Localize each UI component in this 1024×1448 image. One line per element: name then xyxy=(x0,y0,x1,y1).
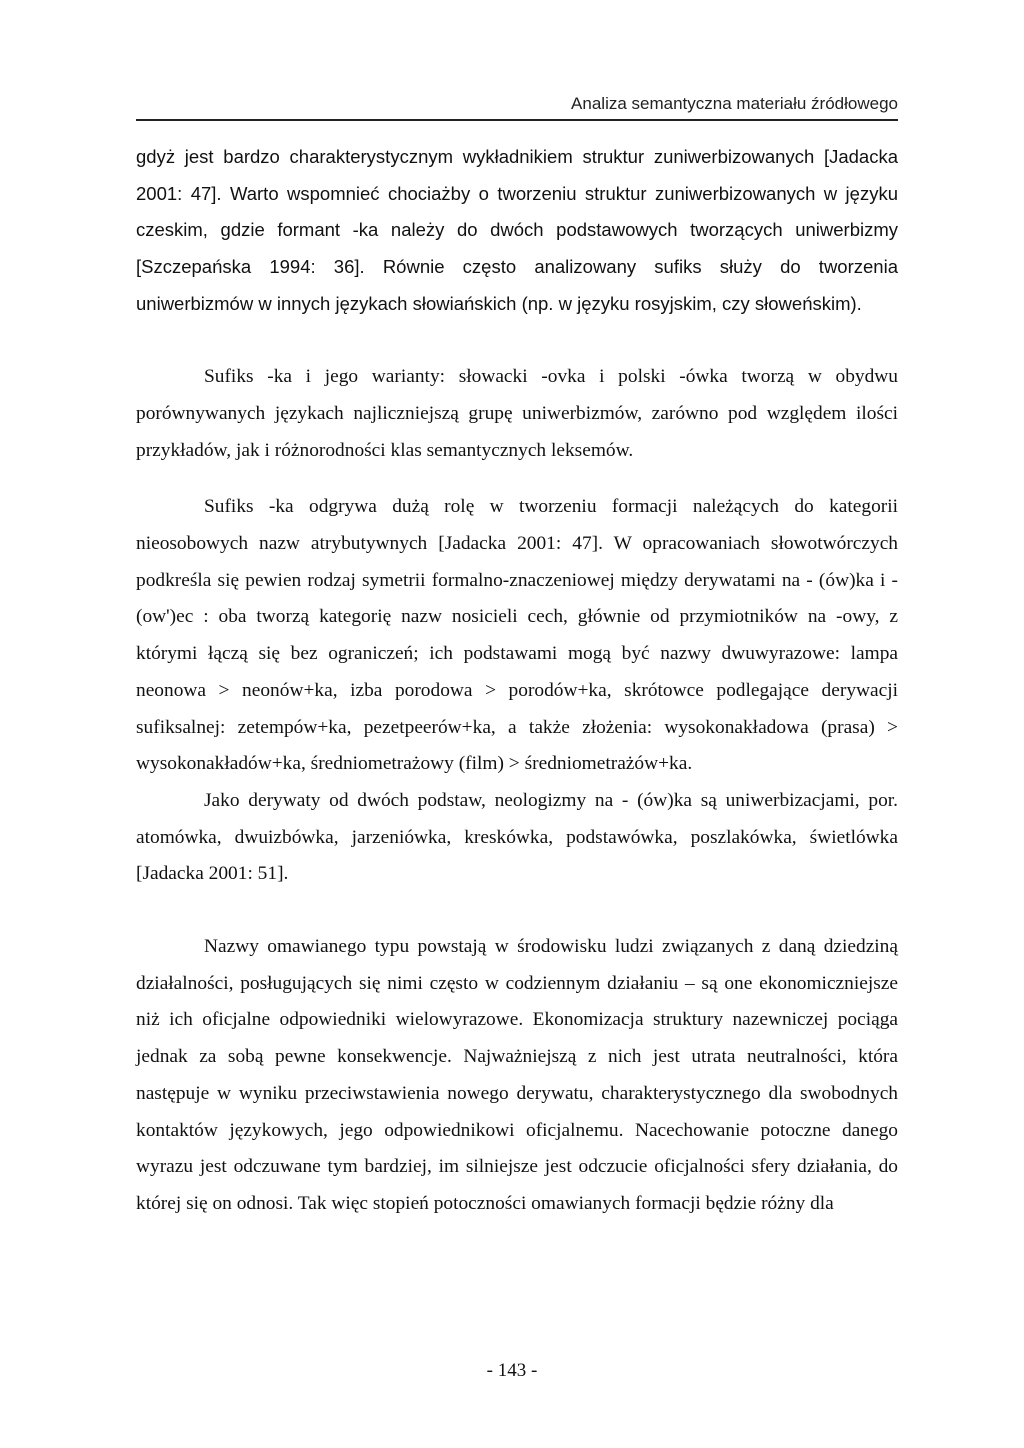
running-header: Analiza semantyczna materiału źródłowego xyxy=(571,94,898,113)
paragraph-1: gdyż jest bardzo charakterystycznym wykładnikiem struktur zuniwerbizowanych [Jadacka 2001: 47]. Warto wspomnieć chociażby o tworzeniu struktur zuniwerbizowanych w języku czeskim, gdzie formant -ka należy do dwóch podstawowych tworzących uniwerbizmy [Szczepańska 1994: 36]. Równie często analizowany sufiks służy do tworzenia uniwerbizmów w innych językach słowiańskich (np. w języku rosyjskim, czy słoweńskim). xyxy=(136,146,898,314)
body-text xyxy=(136,139,898,1223)
paragraph-4: Jako derywaty od dwóch podstaw, neologizmy na - (ów)ka są uniwerbizacjami, por. atomówka, dwuizbówka, jarzeniówka, kreskówka, podstawówka, poszlakówka, świetlówka [Jadacka 2001: 51]. xyxy=(136,789,898,885)
paragraph-2: Sufiks -ka i jego warianty: słowacki -ovka i polski -ówka tworzą w obydwu porównywanych językach najliczniejszą grupę uniwerbizmów, zarówno pod względem ilości przykładów, jak i różnorodności klas semantycznych leksemów. xyxy=(136,366,898,461)
header-rule xyxy=(136,119,898,121)
paragraph-3: Sufiks -ka odgrywa dużą rolę w tworzeniu formacji należących do kategorii nieosobowych nazw atrybutywnych [Jadacka 2001: 47]. W opracowaniach słowotwórczych podkreśla się pewien rodzaj symetrii formalno-znaczeniowej między derywatami na - (ów)ka i - (ow')ec : oba tworzą kategorię nazw nosicieli cech, głównie od przymiotników na -owy, z którymi łączą się bez ograniczeń; ich podstawami mogą być nazwy dwuwyrazowe: lampa neonowa > neonów+ka, izba porodowa > porodów+ka, skrótowce podlegające derywacji sufiksalnej: zetempów+ka, pezetpeerów+ka, a także złożenia: wysokonakładowa (prasa) > wysokonakładów+ka, średniometrażowy (film) > średniometrażów+ka. xyxy=(136,496,898,775)
page-number: - 143 - xyxy=(486,1360,538,1381)
paragraph-5: Nazwy omawianego typu powstają w środowisku ludzi związanych z daną dziedziną działalności, posługujących się nimi często w codziennym działaniu – są one ekonomiczniejsze niż ich oficjalne odpowiedniki wielowyrazowe. Ekonomizacja struktury nazewniczej pociąga jednak za sobą pewne konsekwencje. Najważniejszą z nich jest utrata neutralności, która następuje w wyniku przeciwstawienia nowego derywatu, charakterystycznego dla swobodnych kontaktów językowych, jego odpowiednikowi oficjalnemu. Nacechowanie potoczne danego wyrazu jest odczuwane tym bardziej, im silniejsze jest odczucie oficjalności sfery działania, do której się on odnosi. Tak więc stopień potoczności omawianych formacji będzie różny dla xyxy=(136,936,898,1214)
